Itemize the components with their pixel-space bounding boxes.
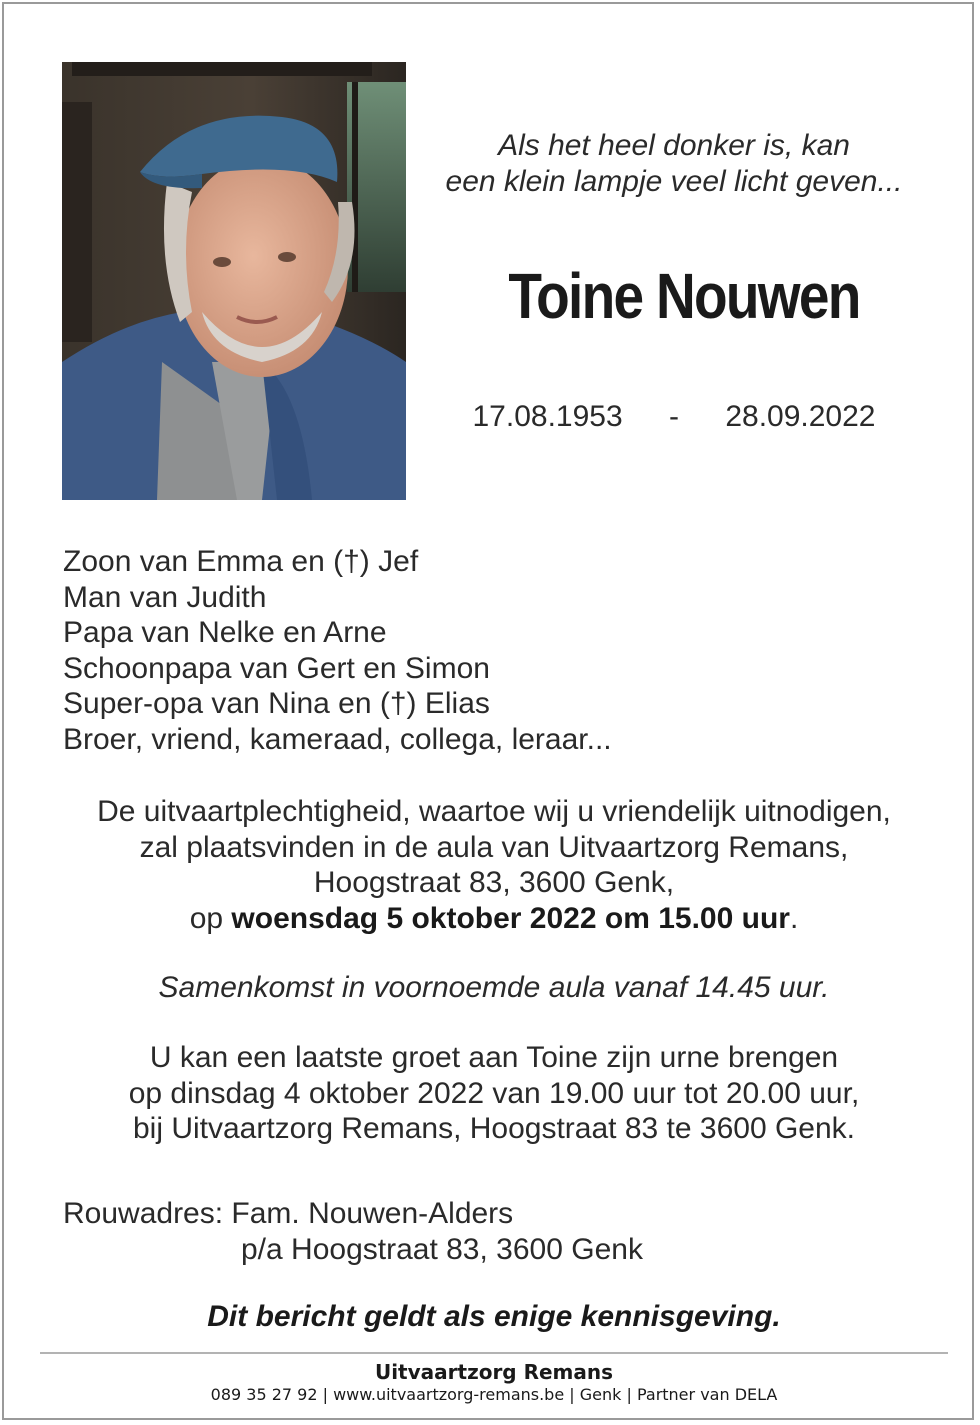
farewell-line-3: bij Uitvaartzorg Remans, Hoogstraat 83 te 3600 Genk.: [132, 1112, 856, 1145]
ceremony-line-3: Hoogstraat 83, 3600 Genk,: [313, 866, 675, 899]
life-dates: [424, 400, 924, 434]
obituary-card: [2, 2, 974, 1420]
address-line-2: p/a Hoogstraat 83, 3600 Genk: [241, 1232, 643, 1266]
birth-date: 17.08.1953: [472, 400, 623, 433]
family-line: Schoonpapa van Gert en Simon: [63, 651, 490, 685]
ceremony-prefix: op: [189, 901, 224, 935]
farewell-line-2: op dinsdag 4 oktober 2022 van 19.00 uur tot 20.00 uur,: [128, 1076, 860, 1110]
portrait-illustration: [62, 62, 406, 500]
family-line: Zoon van Emma en (†) Jef: [63, 545, 419, 578]
family-list: [63, 544, 612, 757]
gathering-info: Samenkomst in voornoemde aula vanaf 14.45 uur.: [158, 971, 830, 1004]
address-line-1: Rouwadres: Fam. Nouwen-Alders: [63, 1197, 514, 1230]
family-line: Broer, vriend, kameraad, collega, leraar...: [63, 722, 612, 756]
quote-line-2: een klein lampje veel licht geven...: [445, 165, 903, 198]
memorial-quote: [424, 128, 924, 200]
ceremony-line-1: De uitvaartplechtigheid, waartoe wij u vriendelijk uitnodigen,: [97, 795, 891, 828]
footer-divider: [40, 1352, 948, 1354]
portrait-photo: [62, 62, 406, 500]
notice-statement: Dit bericht geldt als enige kennisgeving.: [207, 1300, 781, 1333]
deceased-name: Toine Nouwen: [508, 260, 860, 332]
ceremony-info: [4, 794, 980, 936]
date-separator: -: [669, 400, 679, 433]
mourning-address: [63, 1196, 643, 1267]
ceremony-date-time: woensdag 5 oktober 2022 om 15.00 uur: [231, 901, 790, 935]
ceremony-line-2: zal plaatsvinden in de aula van Uitvaartzorg Remans,: [139, 830, 849, 864]
death-date: 28.09.2022: [725, 400, 876, 433]
family-line: Man van Judith: [63, 580, 267, 614]
funeral-home-contact: 089 35 27 92 | www.uitvaartzorg-remans.be | Genk | Partner van DELA: [210, 1385, 778, 1404]
farewell-line-1: U kan een laatste groet aan Toine zijn urne brengen: [149, 1041, 839, 1074]
quote-line-1: Als het heel donker is, kan: [498, 129, 850, 162]
ceremony-line-4: [4, 901, 980, 937]
ceremony-suffix: .: [789, 901, 799, 935]
funeral-home-name: Uitvaartzorg Remans: [374, 1360, 614, 1384]
family-line: Super-opa van Nina en (†) Elias: [63, 687, 490, 720]
farewell-info: [4, 1040, 980, 1147]
family-line: Papa van Nelke en Arne: [63, 616, 387, 649]
